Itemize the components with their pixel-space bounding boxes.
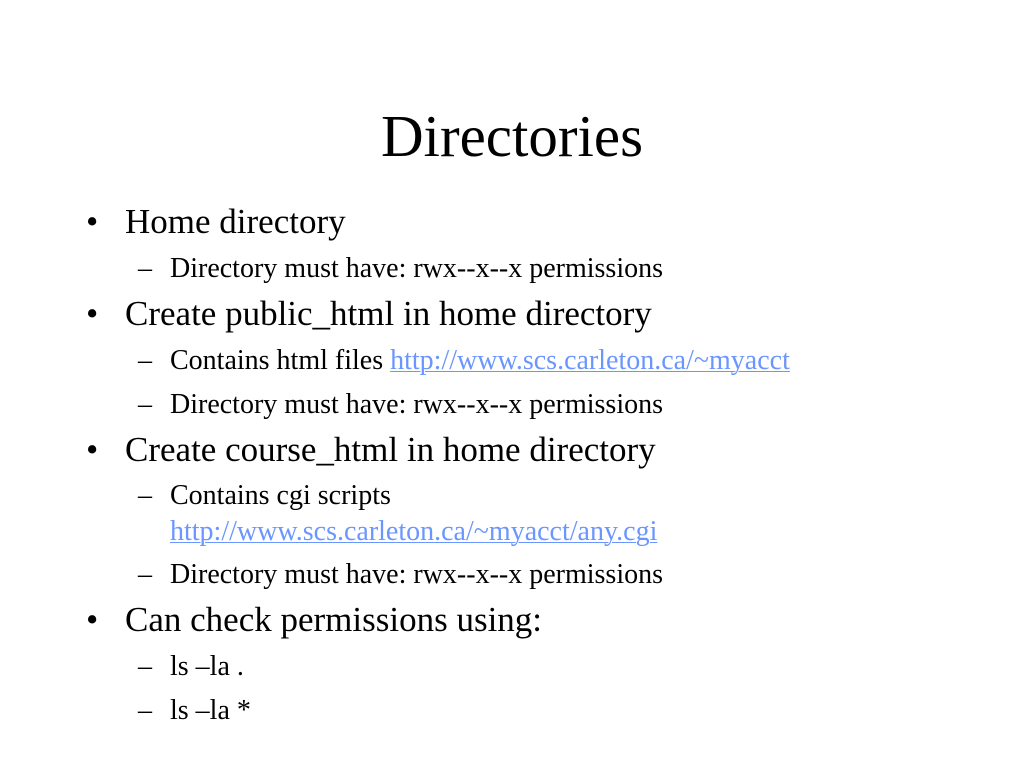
sub-item-text: Contains cgi scripts bbox=[170, 480, 391, 511]
sub-item-text: Contains html files bbox=[170, 345, 391, 376]
sub-item-text: ls –la . bbox=[170, 651, 244, 682]
sub-item-text: Directory must have: rwx--x--x permissions bbox=[170, 389, 663, 420]
bullet-item-check-permissions bbox=[86, 600, 986, 640]
dash-icon: – bbox=[138, 345, 152, 376]
sub-item-course-html-permissions bbox=[86, 556, 986, 594]
bullet-text: Create course_html in home directory bbox=[125, 430, 656, 469]
sub-item-text: ls –la * bbox=[170, 695, 251, 726]
bullet-icon: • bbox=[86, 430, 99, 469]
sub-item-ls-la-dot bbox=[86, 648, 986, 686]
bullet-list bbox=[86, 202, 986, 736]
bullet-text: Home directory bbox=[125, 202, 346, 241]
bullet-icon: • bbox=[86, 202, 99, 241]
slide-title: Directories bbox=[380, 103, 644, 169]
sub-item-public-html-permissions bbox=[86, 386, 986, 424]
sub-item-ls-la-star bbox=[86, 692, 986, 730]
public-html-link[interactable]: http://www.scs.carleton.ca/~myacct bbox=[390, 345, 790, 376]
sub-item-public-html-contains bbox=[86, 342, 986, 380]
bullet-item-home-directory bbox=[86, 202, 986, 242]
dash-icon: – bbox=[138, 253, 152, 284]
dash-icon: – bbox=[138, 480, 152, 511]
dash-icon: – bbox=[138, 651, 152, 682]
bullet-text: Can check permissions using: bbox=[125, 600, 543, 639]
dash-icon: – bbox=[138, 559, 152, 590]
bullet-icon: • bbox=[86, 294, 99, 333]
bullet-text: Create public_html in home directory bbox=[125, 294, 652, 333]
course-html-link[interactable]: http://www.scs.carleton.ca/~myacct/any.cgi bbox=[170, 516, 658, 547]
sub-item-course-html-contains bbox=[86, 478, 986, 550]
sub-item-text: Directory must have: rwx--x--x permissions bbox=[170, 253, 663, 284]
bullet-item-public-html bbox=[86, 294, 986, 334]
sub-item-home-permissions bbox=[86, 250, 986, 288]
sub-item-text: Directory must have: rwx--x--x permissions bbox=[170, 559, 663, 590]
bullet-icon: • bbox=[86, 600, 99, 639]
dash-icon: – bbox=[138, 695, 152, 726]
bullet-item-course-html bbox=[86, 430, 986, 470]
dash-icon: – bbox=[138, 389, 152, 420]
